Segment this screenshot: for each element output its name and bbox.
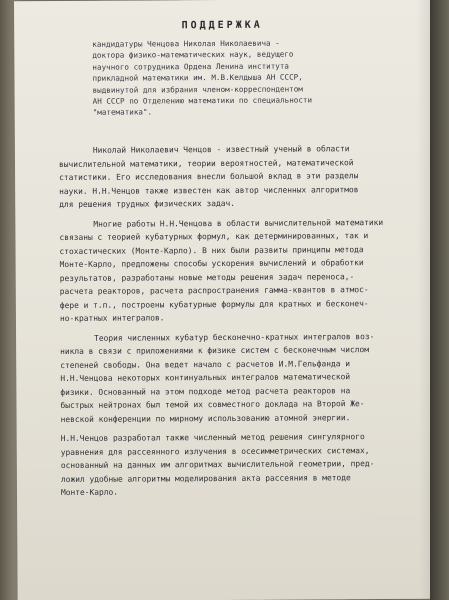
- text-line: Николай Николаевич Ченцов - известный ученый в области: [92, 144, 350, 155]
- text-line: статистики. Его исследования внесли большой вклад в эти разделы: [59, 171, 359, 182]
- text-line: физики. Основанный на этом подходе метод расчета реакторов на: [60, 385, 351, 397]
- text-line: науки. Н.Н.Ченцов также известен как автор численных алгоритмов: [59, 184, 359, 196]
- recommendation-line: прикладной математики им. М.В.Келдыша АН СССР,: [92, 72, 303, 84]
- text-line: расчета реакторов, расчета распространения гамма-квантов в атмос-: [59, 285, 369, 296]
- text-line: невской конференции по мирному использованию атомной энергии.: [60, 412, 351, 424]
- text-line: Монте-Карло.: [60, 487, 119, 497]
- paper-sheet: [14, 0, 434, 600]
- document-body: [59, 142, 431, 506]
- background-edge: [430, 0, 449, 600]
- text-line: Монте-Карло, предложены способы ускорения вычислений и обработки: [59, 258, 364, 269]
- text-line: вычислительной математики, теории вероятностей, математической: [58, 157, 354, 169]
- recommendation-line: доктора физико-математических наук, ведущего: [92, 49, 294, 61]
- document-title: ПОДДЕРЖКА: [181, 19, 263, 32]
- paragraph: [61, 430, 431, 500]
- paragraph: [59, 142, 429, 212]
- text-line: быстрых нейтронах был темой их совместного доклада на Второй Же-: [60, 399, 365, 410]
- text-line: Н.Н.Ченцова некоторых континуальных интегралов математической: [60, 372, 351, 383]
- text-line: никла в связи с приложениями к физике систем с бесконечным числом: [60, 345, 369, 356]
- text-line: стохастических (Монте-Карло). В них были развиты принципы метода: [59, 244, 364, 256]
- recommendation-line: научного сотрудника Ордена Ленина института: [92, 61, 290, 72]
- text-line: уравнения для рассеянного излучения в осесимметрических системах,: [60, 445, 370, 457]
- text-line: ложил удобные алгоритмы моделирования акта рассеяния в методе: [60, 472, 351, 484]
- paragraph: [60, 329, 431, 426]
- recommendation-line: кандидатуры Ченцова Николая Николаевича -: [92, 38, 280, 49]
- recommendation-line: "математика".: [92, 107, 153, 118]
- text-line: степеней свободы. Она ведет начало с расчетов И.М.Гельфанда и: [60, 358, 351, 370]
- text-line: основанный на данных им алгоритмах вычислительной геометрии, пред-: [60, 459, 375, 470]
- text-line: Многие работы Н.Н.Ченцова в области вычислительной математики: [93, 217, 384, 229]
- recommendation-block: [92, 37, 392, 119]
- text-line: фере и т.п., построены кубатурные формулы для кратных и бесконеч-: [59, 298, 369, 310]
- text-line: Н.Н.Ченцов разработал также численный метод решения сингулярного: [60, 432, 365, 443]
- text-line: для решения трудных физических задач.: [59, 198, 236, 209]
- text-line: результатов, разработаны новые методы решения задач переноса,-: [59, 271, 355, 283]
- recommendation-line: АН СССР по Отделению математики по специальности: [92, 95, 313, 106]
- paragraph: [59, 215, 430, 325]
- recommendation-line: выдвинутой для избрания членом-корреспондентом: [92, 84, 303, 95]
- text-line: Теория численных кубатур бесконечно-кратных интегралов воз-: [94, 331, 375, 343]
- text-line: связаны с теорией кубатурных формул, как детерминированных, так и: [59, 231, 369, 242]
- text-line: но-кратных интегралов.: [59, 313, 165, 323]
